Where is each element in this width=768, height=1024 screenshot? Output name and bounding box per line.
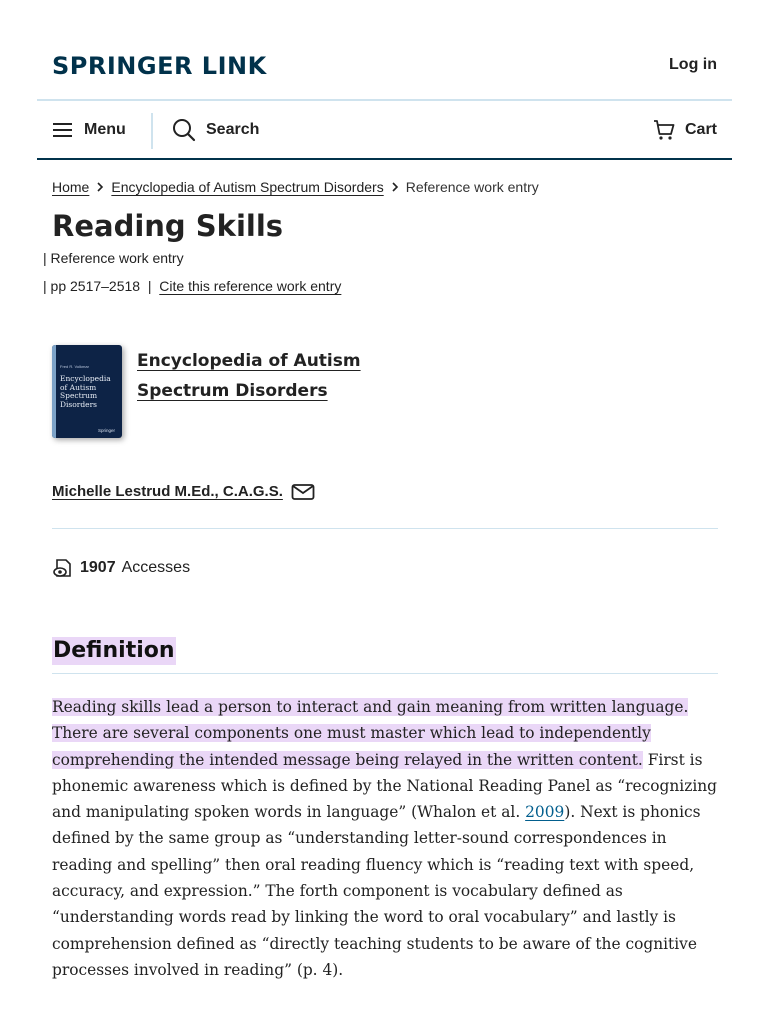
chevron-right-icon (384, 177, 406, 197)
definition-paragraph (52, 694, 718, 983)
entry-type-label: Reference work entry (50, 250, 184, 266)
menu-button[interactable] (52, 101, 126, 159)
book-title (137, 346, 457, 406)
author (52, 480, 315, 504)
breadcrumb (52, 177, 539, 197)
entry-meta: | pp 2517–2518 | Cite this reference work entry (43, 278, 342, 294)
search-icon (172, 118, 196, 142)
cart-label: Cart (684, 121, 717, 138)
nav-separator (151, 113, 153, 149)
definition-text-part1: First is phonemic awareness which is defined by the National Reading Panel as “recognizing and manipulating spoken words in language” (Whalon et al. (52, 750, 718, 822)
breadcrumb-current: Reference work entry (405, 179, 539, 195)
cover-strip (52, 345, 56, 438)
cover-publisher: Springer (98, 428, 116, 433)
section-divider (52, 528, 718, 529)
chevron-right-icon (89, 177, 111, 197)
nav-divider (37, 158, 732, 160)
breadcrumb-book-link[interactable]: Encyclopedia of Autism Spectrum Disorders (111, 179, 384, 195)
breadcrumb-home-link[interactable]: Home (52, 179, 90, 195)
definition-heading: Definition (53, 638, 175, 663)
email-icon[interactable] (291, 483, 315, 501)
hamburger-menu-icon (52, 122, 74, 138)
page-title: Reading Skills (52, 209, 284, 243)
springer-link-logo[interactable]: SPRINGER LINK (52, 52, 267, 80)
nav-bar (0, 101, 768, 159)
definition-text-part2: ). Next is phonics defined by the same group as “understanding letter-sound correspondences in reading and spelling” then oral reading fluency which is “reading text with speed, accuracy, and expression.” The forth component is vocabulary defined as “understanding words read by linking the word to oral vocabulary” and lastly is comprehension defined as “directly teaching students to be aware of the cognitive processes involved in reading” (p. 4). (52, 803, 701, 979)
accesses-metric (52, 556, 190, 580)
highlighted-text: Reading skills lead a person to interact and gain meaning from written language. There are several components one must master which lead to independently comprehending the intended message being relayed in the written content. (52, 698, 689, 769)
accesses-count: 1907 (80, 559, 116, 576)
entry-type: | Reference work entry (43, 250, 184, 266)
accesses-icon (52, 557, 74, 579)
book-cover-image[interactable] (52, 345, 122, 438)
search-label: Search (206, 121, 260, 138)
cart-icon (653, 119, 675, 141)
cite-entry-link[interactable]: Cite this reference work entry (159, 278, 342, 294)
login-link[interactable]: Log in (669, 56, 717, 73)
menu-label: Menu (84, 121, 126, 138)
definition-divider (52, 673, 718, 674)
book-title-link[interactable]: Encyclopedia of Autism Spectrum Disorders (137, 351, 361, 401)
site-header (0, 0, 768, 100)
search-button[interactable] (172, 101, 259, 159)
citation-link[interactable]: 2009 (525, 803, 565, 822)
cover-editor: Fred R. Volkmar (60, 364, 89, 369)
cover-title: Encyclopedia of Autism Spectrum Disorders (60, 374, 111, 409)
accesses-label: Accesses (121, 559, 191, 576)
author-name-link[interactable]: Michelle Lestrud M.Ed., C.A.G.S. (52, 483, 283, 500)
cart-button[interactable] (653, 101, 717, 159)
page-range: pp 2517–2518 (50, 278, 141, 294)
